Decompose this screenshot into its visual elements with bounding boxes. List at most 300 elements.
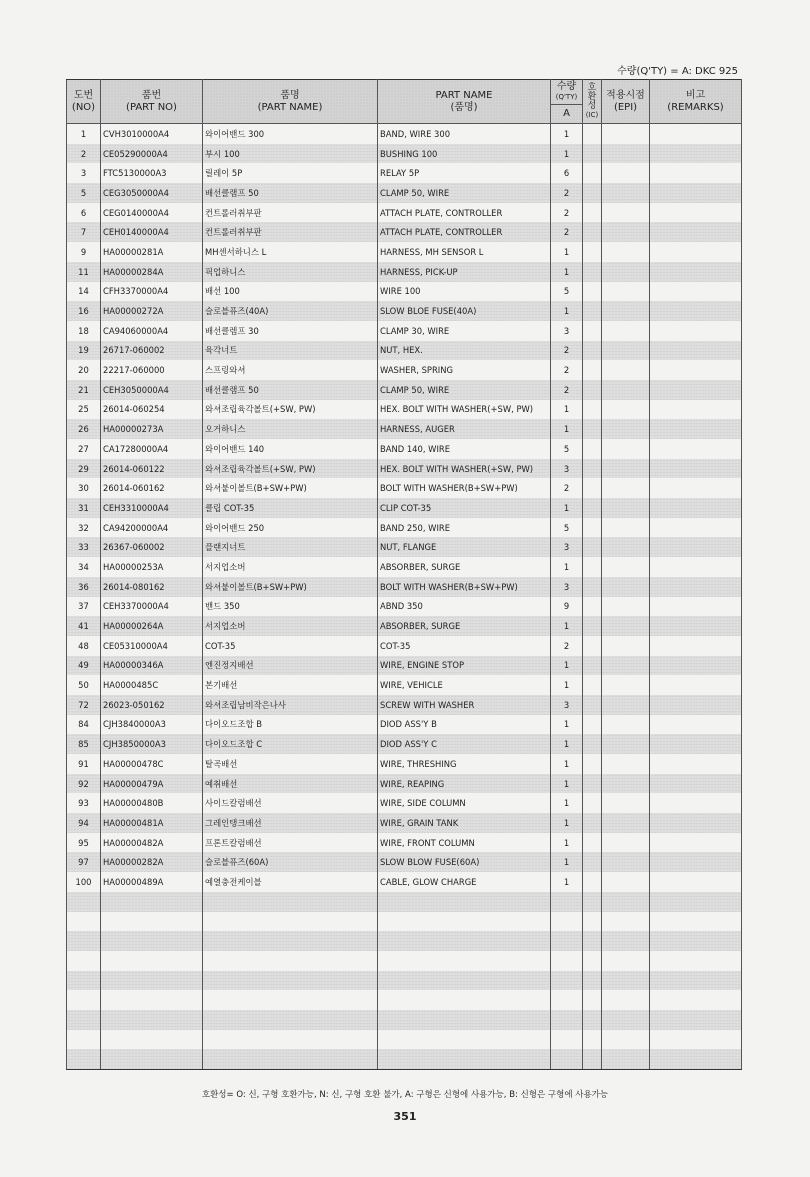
row-name-en: WIRE 100: [378, 282, 551, 302]
row-qty: [551, 892, 583, 912]
table-row: [67, 498, 742, 518]
row-name-en: WIRE, SIDE COLUMN: [378, 793, 551, 813]
row-epi: [602, 242, 650, 262]
row-part-no: 22217-060000: [101, 360, 203, 380]
row-remarks: [650, 656, 742, 676]
row-no: [67, 971, 101, 991]
row-no: 20: [67, 360, 101, 380]
row-epi: [602, 459, 650, 479]
row-name-en: RELAY 5P: [378, 163, 551, 183]
row-epi: [602, 360, 650, 380]
row-epi: [602, 597, 650, 617]
row-qty: 1: [551, 675, 583, 695]
row-part-no: CJH3840000A3: [101, 715, 203, 735]
row-name-ko: 배선클렘프 30: [203, 321, 378, 341]
row-ic: [583, 1010, 602, 1030]
row-name-en: [378, 971, 551, 991]
header-remarks: 비고 (REMARKS): [650, 80, 742, 124]
row-qty: 1: [551, 734, 583, 754]
row-ic: [583, 419, 602, 439]
row-qty: 1: [551, 301, 583, 321]
row-name-en: [378, 1049, 551, 1069]
row-qty: 1: [551, 498, 583, 518]
row-remarks: [650, 360, 742, 380]
table-row: [67, 872, 742, 892]
row-name-ko: 스프링와셔: [203, 360, 378, 380]
row-epi: [602, 400, 650, 420]
row-no: [67, 1010, 101, 1030]
row-ic: [583, 912, 602, 932]
row-name-ko: 예취배선: [203, 774, 378, 794]
table-row: [67, 183, 742, 203]
row-name-en: WIRE, REAPING: [378, 774, 551, 794]
row-ic: [583, 183, 602, 203]
row-remarks: [650, 242, 742, 262]
row-no: 27: [67, 439, 101, 459]
row-no: 14: [67, 282, 101, 302]
row-part-no: 26023-050162: [101, 695, 203, 715]
row-ic: [583, 793, 602, 813]
row-no: [67, 912, 101, 932]
table-row: [67, 439, 742, 459]
row-epi: [602, 616, 650, 636]
row-remarks: [650, 931, 742, 951]
row-qty: [551, 1049, 583, 1069]
row-name-ko: 배선클램프 50: [203, 380, 378, 400]
row-remarks: [650, 144, 742, 164]
row-remarks: [650, 912, 742, 932]
row-ic: [583, 675, 602, 695]
row-no: [67, 990, 101, 1010]
row-name-ko: 와셔붙이볼트(B+SW+PW): [203, 478, 378, 498]
row-qty: 3: [551, 695, 583, 715]
row-no: 34: [67, 557, 101, 577]
row-epi: [602, 971, 650, 991]
row-qty: 1: [551, 144, 583, 164]
row-remarks: [650, 262, 742, 282]
row-ic: [583, 203, 602, 223]
row-name-ko: 컨트롤러취부판: [203, 222, 378, 242]
table-row: [67, 400, 742, 420]
row-name-en: [378, 912, 551, 932]
row-no: 92: [67, 774, 101, 794]
row-name-en: BAND 250, WIRE: [378, 518, 551, 538]
row-part-no: CE05290000A4: [101, 144, 203, 164]
table-row: [67, 380, 742, 400]
row-name-ko: 컨트롤러취부판: [203, 203, 378, 223]
row-ic: [583, 498, 602, 518]
table-row: [67, 282, 742, 302]
row-remarks: [650, 301, 742, 321]
row-ic: [583, 478, 602, 498]
row-name-ko: 육각너트: [203, 341, 378, 361]
row-epi: [602, 872, 650, 892]
row-ic: [583, 400, 602, 420]
row-epi: [602, 282, 650, 302]
table-row: [67, 341, 742, 361]
row-remarks: [650, 852, 742, 872]
row-part-no: CEH3370000A4: [101, 597, 203, 617]
row-part-no: CEH3050000A4: [101, 380, 203, 400]
row-qty: 1: [551, 616, 583, 636]
qty-note: 수량(Q'TY) = A: DKC 925: [617, 66, 738, 77]
row-qty: 1: [551, 419, 583, 439]
row-qty: [551, 971, 583, 991]
row-no: [67, 1030, 101, 1050]
row-name-ko: 와이어밴드 140: [203, 439, 378, 459]
row-name-ko: 배선클램프 50: [203, 183, 378, 203]
row-remarks: [650, 774, 742, 794]
row-epi: [602, 498, 650, 518]
row-name-ko: 플랜지너트: [203, 537, 378, 557]
table-row: [67, 990, 742, 1010]
row-epi: [602, 518, 650, 538]
row-remarks: [650, 537, 742, 557]
row-epi: [602, 183, 650, 203]
row-part-no: HA00000264A: [101, 616, 203, 636]
row-qty: 1: [551, 833, 583, 853]
row-qty: 3: [551, 577, 583, 597]
row-ic: [583, 616, 602, 636]
row-remarks: [650, 754, 742, 774]
row-ic: [583, 537, 602, 557]
row-name-ko: [203, 912, 378, 932]
row-ic: [583, 321, 602, 341]
table-row: [67, 1049, 742, 1069]
table-row: [67, 793, 742, 813]
row-epi: [602, 715, 650, 735]
table-row: [67, 301, 742, 321]
row-part-no: HA00000282A: [101, 852, 203, 872]
row-name-en: HARNESS, PICK-UP: [378, 262, 551, 282]
row-part-no: [101, 892, 203, 912]
row-name-ko: 사이드칼럼배선: [203, 793, 378, 813]
row-qty: 2: [551, 636, 583, 656]
row-no: [67, 931, 101, 951]
row-remarks: [650, 380, 742, 400]
row-part-no: [101, 1049, 203, 1069]
row-name-ko: 릴레이 5P: [203, 163, 378, 183]
row-ic: [583, 931, 602, 951]
row-ic: [583, 282, 602, 302]
row-remarks: [650, 577, 742, 597]
row-qty: 6: [551, 163, 583, 183]
row-ic: [583, 734, 602, 754]
row-no: 16: [67, 301, 101, 321]
row-qty: 1: [551, 813, 583, 833]
header-ic: 호환성 (IC): [583, 80, 602, 124]
row-ic: [583, 262, 602, 282]
row-name-ko: 다이오드조합 B: [203, 715, 378, 735]
footnote: 호환성= O: 신, 구형 호환가능, N: 신, 구형 호환 불가, A: 구형은 신형에 사용가능, B: 신형은 구형에 사용가능: [201, 1090, 609, 1100]
row-name-ko: [203, 892, 378, 912]
row-name-ko: 와이어밴드 300: [203, 124, 378, 144]
row-epi: [602, 1010, 650, 1030]
row-epi: [602, 478, 650, 498]
row-ic: [583, 754, 602, 774]
row-no: 29: [67, 459, 101, 479]
table-row: [67, 222, 742, 242]
row-qty: 2: [551, 222, 583, 242]
row-no: [67, 1049, 101, 1069]
row-part-no: [101, 990, 203, 1010]
row-remarks: [650, 419, 742, 439]
row-epi: [602, 163, 650, 183]
row-name-ko: 배선 100: [203, 282, 378, 302]
row-remarks: [650, 971, 742, 991]
row-name-en: ATTACH PLATE, CONTROLLER: [378, 222, 551, 242]
table-row: [67, 360, 742, 380]
row-remarks: [650, 222, 742, 242]
table-row: [67, 675, 742, 695]
row-remarks: [650, 892, 742, 912]
row-no: 25: [67, 400, 101, 420]
row-part-no: CA17280000A4: [101, 439, 203, 459]
row-name-en: COT-35: [378, 636, 551, 656]
row-name-ko: 와셔조립육각볼트(+SW, PW): [203, 400, 378, 420]
row-part-no: CA94200000A4: [101, 518, 203, 538]
table-row: [67, 242, 742, 262]
row-remarks: [650, 1049, 742, 1069]
row-no: 9: [67, 242, 101, 262]
row-qty: 2: [551, 341, 583, 361]
row-remarks: [650, 478, 742, 498]
row-epi: [602, 203, 650, 223]
table-row: [67, 262, 742, 282]
row-epi: [602, 734, 650, 754]
row-name-ko: 엔진정지배선: [203, 656, 378, 676]
table-row: [67, 419, 742, 439]
table-row: [67, 951, 742, 971]
row-part-no: HA00000479A: [101, 774, 203, 794]
row-epi: [602, 537, 650, 557]
row-no: 49: [67, 656, 101, 676]
row-ic: [583, 1049, 602, 1069]
row-qty: 2: [551, 203, 583, 223]
row-name-ko: [203, 1049, 378, 1069]
row-remarks: [650, 990, 742, 1010]
row-qty: 1: [551, 400, 583, 420]
row-remarks: [650, 951, 742, 971]
row-ic: [583, 597, 602, 617]
row-remarks: [650, 872, 742, 892]
row-epi: [602, 833, 650, 853]
row-remarks: [650, 203, 742, 223]
table-row: [67, 459, 742, 479]
table-row: [67, 124, 742, 144]
row-ic: [583, 1030, 602, 1050]
row-ic: [583, 577, 602, 597]
row-name-en: DIOD ASS'Y C: [378, 734, 551, 754]
row-epi: [602, 852, 650, 872]
row-part-no: 26367-060002: [101, 537, 203, 557]
row-remarks: [650, 498, 742, 518]
row-name-en: ABSORBER, SURGE: [378, 557, 551, 577]
row-name-ko: 와셔조립육각볼트(+SW, PW): [203, 459, 378, 479]
row-no: 97: [67, 852, 101, 872]
row-name-ko: MH센서하니스 L: [203, 242, 378, 262]
header-qty-a: A: [551, 105, 583, 124]
table-row: [67, 695, 742, 715]
table-row: [67, 636, 742, 656]
row-remarks: [650, 1030, 742, 1050]
table-row: [67, 656, 742, 676]
table-row: [67, 478, 742, 498]
header-part-name-en: PART NAME (품명): [378, 80, 551, 124]
row-ic: [583, 971, 602, 991]
header-part-no: 품번 (PART NO): [101, 80, 203, 124]
row-name-en: CABLE, GLOW CHARGE: [378, 872, 551, 892]
table-row: [67, 557, 742, 577]
row-name-en: [378, 892, 551, 912]
table-header: [67, 80, 742, 124]
row-part-no: HA00000489A: [101, 872, 203, 892]
header-part-name-ko: 품명 (PART NAME): [203, 80, 378, 124]
row-qty: 3: [551, 321, 583, 341]
row-qty: 2: [551, 360, 583, 380]
row-name-en: BUSHING 100: [378, 144, 551, 164]
row-name-ko: 와셔붙이볼트(B+SW+PW): [203, 577, 378, 597]
row-remarks: [650, 341, 742, 361]
row-part-no: HA00000346A: [101, 656, 203, 676]
row-remarks: [650, 459, 742, 479]
row-no: 50: [67, 675, 101, 695]
row-qty: 1: [551, 124, 583, 144]
row-remarks: [650, 557, 742, 577]
row-part-no: CEG0140000A4: [101, 203, 203, 223]
row-name-ko: 픽업하니스: [203, 262, 378, 282]
row-epi: [602, 341, 650, 361]
row-no: 11: [67, 262, 101, 282]
row-no: 94: [67, 813, 101, 833]
row-qty: 1: [551, 656, 583, 676]
table-row: [67, 813, 742, 833]
row-no: 32: [67, 518, 101, 538]
row-part-no: HA00000482A: [101, 833, 203, 853]
row-qty: 1: [551, 754, 583, 774]
row-qty: [551, 912, 583, 932]
row-part-no: [101, 931, 203, 951]
row-name-en: NUT, HEX.: [378, 341, 551, 361]
row-name-en: WIRE, VEHICLE: [378, 675, 551, 695]
row-ic: [583, 813, 602, 833]
row-name-ko: 예열충전케이블: [203, 872, 378, 892]
row-name-en: WASHER, SPRING: [378, 360, 551, 380]
row-no: 30: [67, 478, 101, 498]
row-remarks: [650, 439, 742, 459]
table-row: [67, 971, 742, 991]
row-remarks: [650, 400, 742, 420]
row-name-en: [378, 990, 551, 1010]
row-qty: 1: [551, 262, 583, 282]
row-name-ko: 부시 100: [203, 144, 378, 164]
row-epi: [602, 813, 650, 833]
row-name-ko: 밴드 350: [203, 597, 378, 617]
row-epi: [602, 793, 650, 813]
row-name-en: ABSORBER, SURGE: [378, 616, 551, 636]
row-name-ko: 탈곡배선: [203, 754, 378, 774]
row-ic: [583, 341, 602, 361]
row-name-en: CLAMP 50, WIRE: [378, 183, 551, 203]
row-ic: [583, 380, 602, 400]
row-epi: [602, 321, 650, 341]
row-qty: [551, 931, 583, 951]
row-part-no: HA00000481A: [101, 813, 203, 833]
table-row: [67, 892, 742, 912]
row-name-en: [378, 1010, 551, 1030]
table-row: [67, 734, 742, 754]
row-name-en: HARNESS, AUGER: [378, 419, 551, 439]
row-part-no: 26014-060122: [101, 459, 203, 479]
row-qty: 3: [551, 537, 583, 557]
row-remarks: [650, 1010, 742, 1030]
row-no: 2: [67, 144, 101, 164]
row-qty: 5: [551, 518, 583, 538]
row-no: 3: [67, 163, 101, 183]
row-qty: 1: [551, 872, 583, 892]
row-epi: [602, 754, 650, 774]
row-name-ko: [203, 990, 378, 1010]
page-number: 351: [393, 1110, 417, 1123]
row-part-no: HA00000480B: [101, 793, 203, 813]
row-qty: [551, 1010, 583, 1030]
row-part-no: [101, 951, 203, 971]
row-qty: 5: [551, 439, 583, 459]
row-ic: [583, 518, 602, 538]
row-ic: [583, 144, 602, 164]
row-no: 91: [67, 754, 101, 774]
row-name-ko: [203, 1010, 378, 1030]
row-epi: [602, 124, 650, 144]
row-epi: [602, 656, 650, 676]
row-qty: 3: [551, 459, 583, 479]
row-ic: [583, 833, 602, 853]
row-epi: [602, 577, 650, 597]
row-no: [67, 951, 101, 971]
row-part-no: [101, 1010, 203, 1030]
row-qty: 1: [551, 557, 583, 577]
table-row: [67, 931, 742, 951]
parts-table: [66, 79, 742, 1070]
row-name-en: BAND, WIRE 300: [378, 124, 551, 144]
table-row: [67, 1030, 742, 1050]
row-name-en: BOLT WITH WASHER(B+SW+PW): [378, 478, 551, 498]
row-epi: [602, 774, 650, 794]
row-ic: [583, 892, 602, 912]
row-name-en: NUT, FLANGE: [378, 537, 551, 557]
row-name-en: [378, 931, 551, 951]
row-name-en: DIOD ASS'Y B: [378, 715, 551, 735]
row-epi: [602, 675, 650, 695]
row-name-en: SLOW BLOW FUSE(60A): [378, 852, 551, 872]
row-name-en: WIRE, GRAIN TANK: [378, 813, 551, 833]
row-name-ko: 오거하니스: [203, 419, 378, 439]
row-ic: [583, 636, 602, 656]
row-epi: [602, 380, 650, 400]
table-row: [67, 163, 742, 183]
row-qty: 9: [551, 597, 583, 617]
table-row: [67, 912, 742, 932]
row-no: 41: [67, 616, 101, 636]
row-no: 36: [67, 577, 101, 597]
row-ic: [583, 872, 602, 892]
row-part-no: [101, 971, 203, 991]
table-row: [67, 774, 742, 794]
row-ic: [583, 951, 602, 971]
row-qty: 2: [551, 478, 583, 498]
table-row: [67, 537, 742, 557]
row-name-en: ATTACH PLATE, CONTROLLER: [378, 203, 551, 223]
